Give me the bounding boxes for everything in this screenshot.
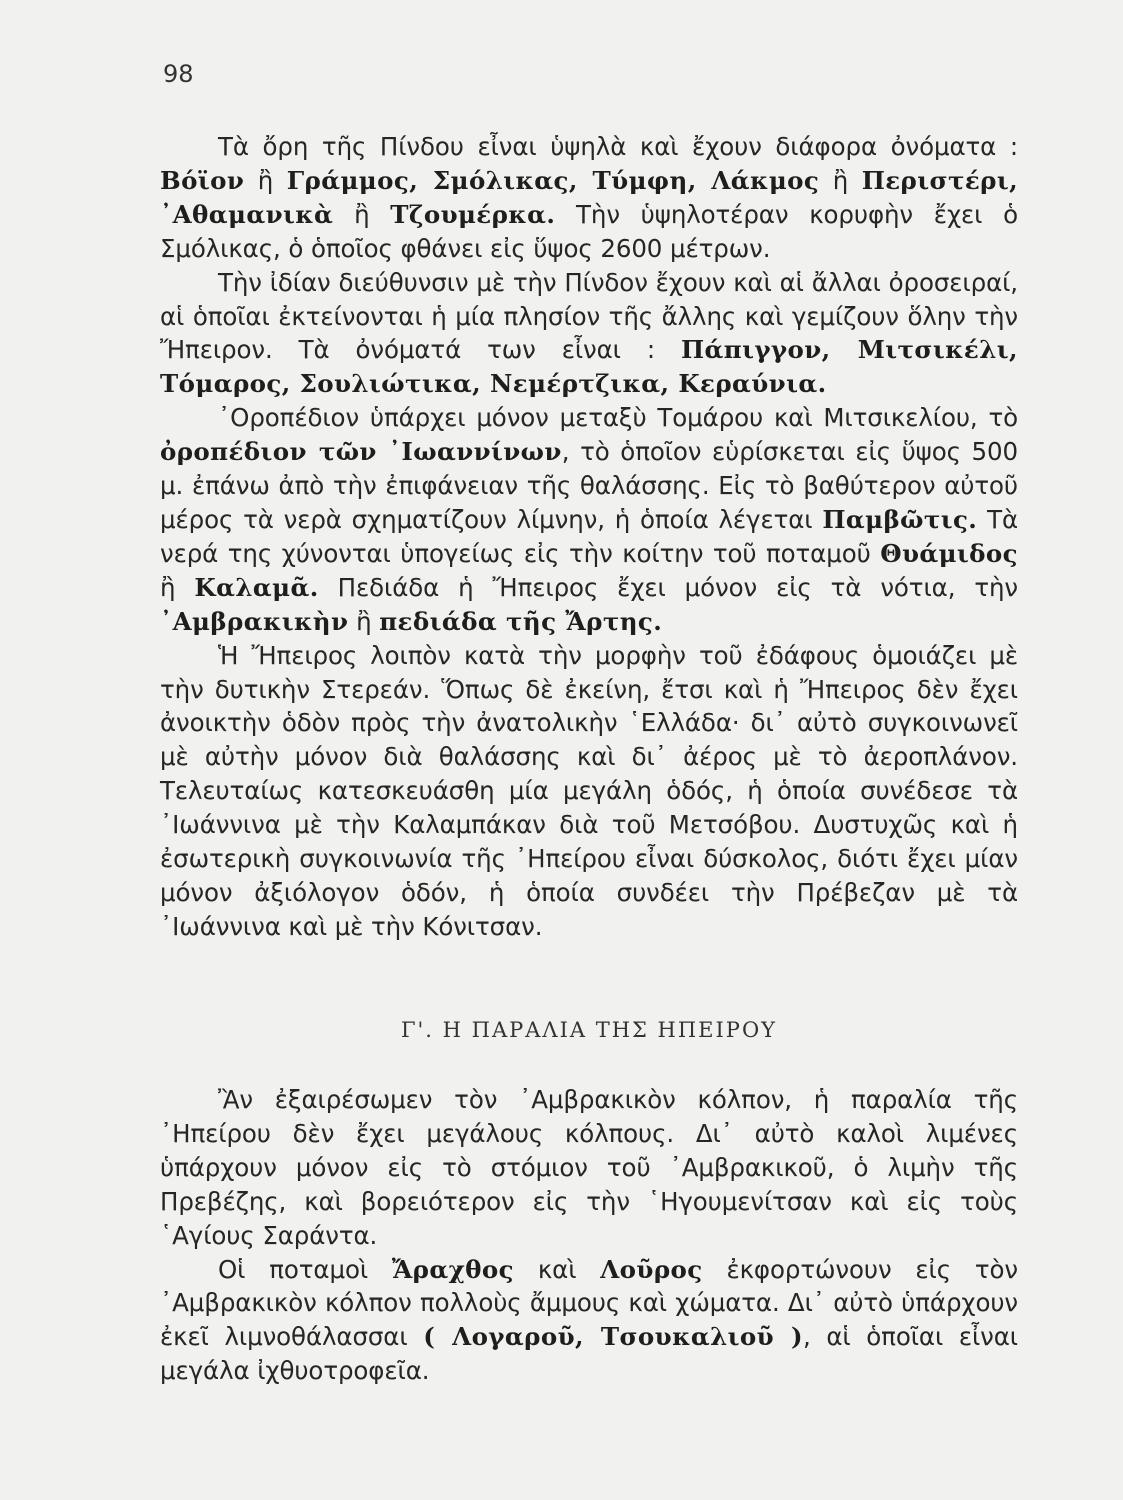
body-text-lower xyxy=(160,1083,1018,1388)
paragraph: Τὰ ὄρη τῆς Πίνδου εἶναι ὑψηλὰ καὶ ἔχουν διάφορα ὀνόματα : Βόϊον ἢ Γράμμος, Σμόλικας, Τύμφη, Λάκμος ἢ Περιστέρι, ᾿Αθαμανικὰ ἢ Τζουμέρκα. Τὴν ὑψηλοτέραν κορυφὴν ἔχει ὁ Σμόλικας, ὁ ὁποῖος φθάνει εἰς ὕψος 2600 μέτρων. xyxy=(160,132,1019,263)
bold-term: Καλαμᾶ. xyxy=(194,572,319,602)
paragraph: Τὴν ἰδίαν διεύθυνσιν μὲ τὴν Πίνδον ἔχουν καὶ αἱ ἄλλαι ὀροσειραί, αἱ ὁποῖαι ἐκτείνονται ἡ μία πλησίον τῆς ἄλλης καὶ γεμίζουν ὅλην τὴν Ἤπειρον. Τὰ ὀνόματά των εἶναι : Πάπιγγον, Μιτσικέλι, Τόμαρος, Σουλιώτικα, Νεμέρτζικα, Κεραύνια. xyxy=(160,267,1018,399)
bold-term: Παμβῶτις. xyxy=(822,504,978,534)
bold-term: πεδιάδα τῆς Ἄρτης. xyxy=(379,606,663,636)
bold-term: Βόϊον xyxy=(160,165,245,195)
paragraph: ᾿Οροπέδιον ὑπάρχει μόνον μεταξὺ Τομάρου καὶ Μιτσικελίου, τὸ ὀροπέδιον τῶν ᾿Ιωαννίνων, τὸ ὁποῖον εὑρίσκεται εἰς ὕψος 500 μ. ἐπάνω ἀπὸ τὴν ἐπιφάνειαν τῆς θαλάσσης. Εἰς τὸ βαθύτερον αὐτοῦ μέρος τὰ νερὰ σχηματίζουν λίμνην, ἡ ὁποία λέγεται Παμβῶτις. Τὰ νερά της χύνονται ὑπογείως εἰς τὴν κοίτην τοῦ ποταμοῦ Θυάμιδος ἢ Καλαμᾶ. Πεδιάδα ἡ Ἤπειρος ἔχει μόνον εἰς τὰ νότια, τὴν ᾿Αμβρακικὴν ἢ πεδιάδα τῆς Ἄρτης. xyxy=(160,403,1019,636)
page-number: 98 xyxy=(163,60,194,88)
bold-term: Πάπιγγον, Μιτσικέλι, Τόμαρος, Σουλιώτικα, Νεμέρτζικα, Κεραύνια. xyxy=(160,335,1018,399)
bold-term: ᾿Αμβρακικὴν xyxy=(160,606,349,636)
bold-term: Γράμμος, Σμόλικας, Τύμφη, Λάκμος xyxy=(286,165,820,195)
bold-term: Τζουμέρκα. xyxy=(390,199,556,229)
bold-term: ( Λογαροῦ, Τσουκαλιοῦ ) xyxy=(423,1322,803,1352)
bold-term: Θυάμιδος xyxy=(880,538,1018,568)
bold-term: ὀροπέδιον τῶν ᾿Ιωαννίνων xyxy=(160,437,562,467)
bold-term: Περιστέρι, ᾿Αθαμανικὰ xyxy=(160,165,1019,229)
bold-term: Ἄραχθος xyxy=(391,1254,514,1284)
paragraph: Ἂν ἐξαιρέσωμεν τὸν ᾿Αμβρακικὸν κόλπον, ἡ παραλία τῆς ᾿Ηπείρου δὲν ἔχει μεγάλους κόλπους. Δι᾿ αὐτὸ καλοὶ λιμένες ὑπάρχουν μόνον εἰς τὸ στόμιον τοῦ ᾿Αμβρακικοῦ, ὁ λιμὴν τῆς Πρεβέζης, καὶ βορειότερον εἰς τὴν ῾Ηγουμενίτσαν καὶ εἰς τοὺς ῾Αγίους Σαράντα. xyxy=(160,1085,1018,1250)
paragraph: Οἱ ποταμοὶ Ἄραχθος καὶ Λοῦρος ἐκφορτώνουν εἰς τὸν ᾿Αμβρακικὸν κόλπον πολλοὺς ἄμμους καὶ χώματα. Δι᾿ αὐτὸ ὑπάρχουν ἐκεῖ λιμνοθάλασσαι ( Λογαροῦ, Τσουκαλιοῦ ), αἱ ὁποῖαι εἶναι μεγάλα ἰχθυοτροφεῖα. xyxy=(160,1254,1018,1386)
body-text-upper xyxy=(160,130,1018,944)
bold-term: Λοῦρος xyxy=(600,1254,703,1284)
section-heading: Γ'. Η ΠΑΡΑΛΙΑ ΤΗΣ ΗΠΕΙΡΟΥ xyxy=(400,1018,778,1042)
paragraph: Ἡ Ἤπειρος λοιπὸν κατὰ τὴν μορφὴν τοῦ ἐδάφους ὁμοιάζει μὲ τὴν δυτικὴν Στερεάν. Ὅπως δὲ ἐκείνη, ἔτσι καὶ ἡ Ἤπειρος δὲν ἔχει ἀνοικτὴν ὁδὸν πρὸς τὴν ἀνατολικὴν ῾Ελλάδα· δι᾿ αὐτὸ συγκοινωνεῖ μὲ αὐτὴν μόνον διὰ θαλάσσης καὶ δι᾿ ἀέρος μὲ τὸ ἀεροπλάνον. Τελευταίως κατεσκευάσθη μία μεγάλη ὁδός, ἡ ὁποία συνέδεσε τὰ ᾿Ιωάννινα μὲ τὴν Καλαμπάκαν διὰ τοῦ Μετσόβου. Δυστυχῶς καὶ ἡ ἐσωτερικὴ συγκοινωνία τῆς ᾿Ηπείρου εἶναι δύσκολος, διότι ἔχει μίαν μόνον ἀξιόλογον ὁδόν, ἡ ὁποία συνδέει τὴν Πρέβεζαν μὲ τὰ ᾿Ιωάννινα καὶ μὲ τὴν Κόνιτσαν. xyxy=(160,640,1018,941)
